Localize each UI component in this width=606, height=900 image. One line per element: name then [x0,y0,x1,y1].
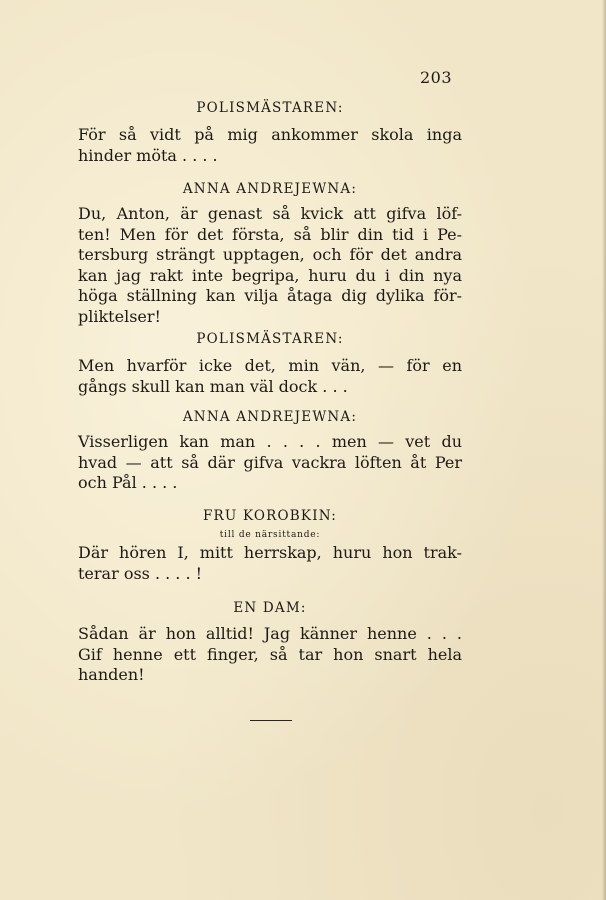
dialogue-line: För så vidt på mig ankommer skola inga [78,125,462,144]
dialogue-line: Visserligen kan man . . . . men — vet du [78,432,462,451]
speaker-name: ANNA ANDREJEWNA: [182,409,358,425]
dialogue-line: hinder möta . . . . [78,145,218,165]
dialogue-line: och Pål . . . . [78,473,178,492]
dialogue-line: hvad — att så där gifva vackra löften åt Per [78,452,462,472]
dialogue-paragraph [78,356,462,397]
speaker-name: EN DAM: [233,600,307,616]
speaker-name: POLISMÄSTAREN: [196,331,344,347]
speaker-name: ANNA ANDREJEWNA: [182,181,358,197]
dialogue-line: Gif henne ett finger, så tar hon snart hela [78,644,462,664]
speaker-name: FRU KOROBKIN: [202,508,338,524]
dialogue-line: gångs skull kan man väl dock . . . [78,376,348,396]
dialogue-line: tersburg strängt upptagen, och för det andra [78,245,462,264]
dialogue-paragraph [78,543,462,584]
dialogue-paragraph [78,624,462,686]
page-number: 203 [419,68,452,87]
dialogue-line: handen! [78,665,145,684]
dialogue-line: kan jag rakt inte begripa, huru du i din nya [78,265,462,285]
dialogue-line: terar oss . . . . ! [78,563,203,583]
speaker-name: POLISMÄSTAREN: [196,100,344,116]
dialogue-line: ten! Men för det första, så blir din tid i Pe- [78,224,462,244]
stage-direction: till de närsittande: [219,530,321,540]
dialogue-paragraph [78,125,462,166]
dialogue-line: Du, Anton, är genast så kvick att gifva löf- [78,204,462,223]
dialogue-line: Men hvarför icke det, min vän, — för en [78,356,462,375]
end-rule [250,720,292,721]
dialogue-line: pliktelser! [78,306,161,326]
dialogue-line: höga ställning kan vilja åtaga dig dylika för- [78,286,462,305]
dialogue-paragraph [78,204,462,327]
dialogue-line: Där hören I, mitt herrskap, huru hon trak- [78,543,462,562]
dialogue-line: Sådan är hon alltid! Jag känner henne . . . [78,624,462,643]
dialogue-paragraph [78,432,462,494]
page-edge-shadow [602,0,606,900]
